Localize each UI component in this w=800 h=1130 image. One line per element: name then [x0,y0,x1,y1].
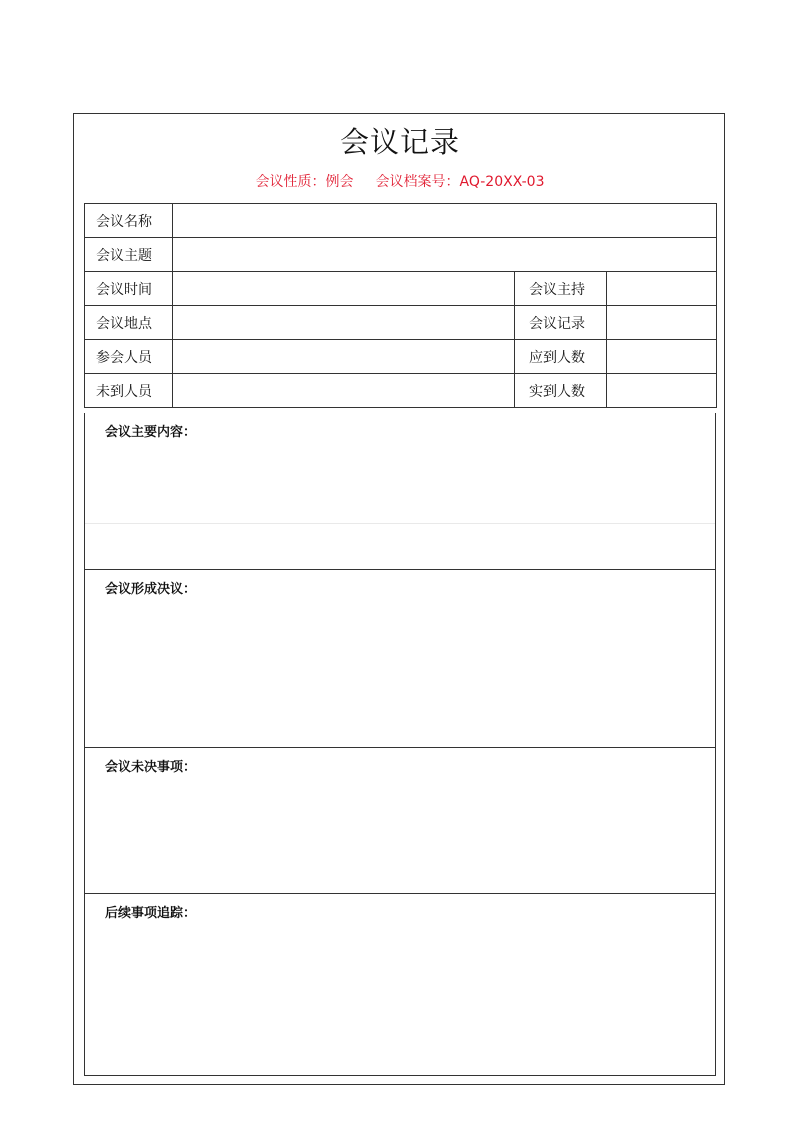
main-content-section[interactable] [84,413,716,570]
meeting-name-label: 会议名称 [85,204,173,238]
follow-up-label: 后续事项追踪： [105,906,197,921]
meeting-topic-label: 会议主题 [85,238,173,272]
meeting-time-label: 会议时间 [85,272,173,306]
meeting-nature-value: 例会 [325,174,354,190]
expected-count-field[interactable] [607,340,717,374]
archive-number-value: AQ-20XX-03 [459,174,545,190]
divider [85,523,715,524]
meeting-host-label: 会议主持 [515,272,607,306]
resolutions-section[interactable] [84,570,716,748]
pending-items-label: 会议未决事项： [105,760,197,775]
meeting-location-label: 会议地点 [85,306,173,340]
meeting-nature-label: 会议性质： [255,174,326,190]
main-content-label: 会议主要内容： [105,425,197,440]
meeting-topic-field[interactable] [173,238,717,272]
absentees-label: 未到人员 [85,374,173,408]
pending-items-section[interactable] [84,748,716,894]
meeting-recorder-label: 会议记录 [515,306,607,340]
meeting-name-field[interactable] [173,204,717,238]
actual-count-label: 实到人数 [515,374,607,408]
meeting-host-field[interactable] [607,272,717,306]
archive-number-label: 会议档案号： [375,174,460,190]
table-row [85,374,717,408]
page-title: 会议记录 [339,125,460,159]
meeting-time-field[interactable] [173,272,515,306]
table-row [85,238,717,272]
resolutions-label: 会议形成决议： [105,582,197,597]
meeting-info-table [84,203,717,408]
table-row [85,272,717,306]
absentees-field[interactable] [173,374,515,408]
meeting-meta-line [0,172,800,192]
table-row [85,306,717,340]
attendees-label: 参会人员 [85,340,173,374]
meeting-location-field[interactable] [173,306,515,340]
table-row [85,204,717,238]
meeting-recorder-field[interactable] [607,306,717,340]
attendees-field[interactable] [173,340,515,374]
follow-up-section[interactable] [84,894,716,1076]
actual-count-field[interactable] [607,374,717,408]
expected-count-label: 应到人数 [515,340,607,374]
table-row [85,340,717,374]
